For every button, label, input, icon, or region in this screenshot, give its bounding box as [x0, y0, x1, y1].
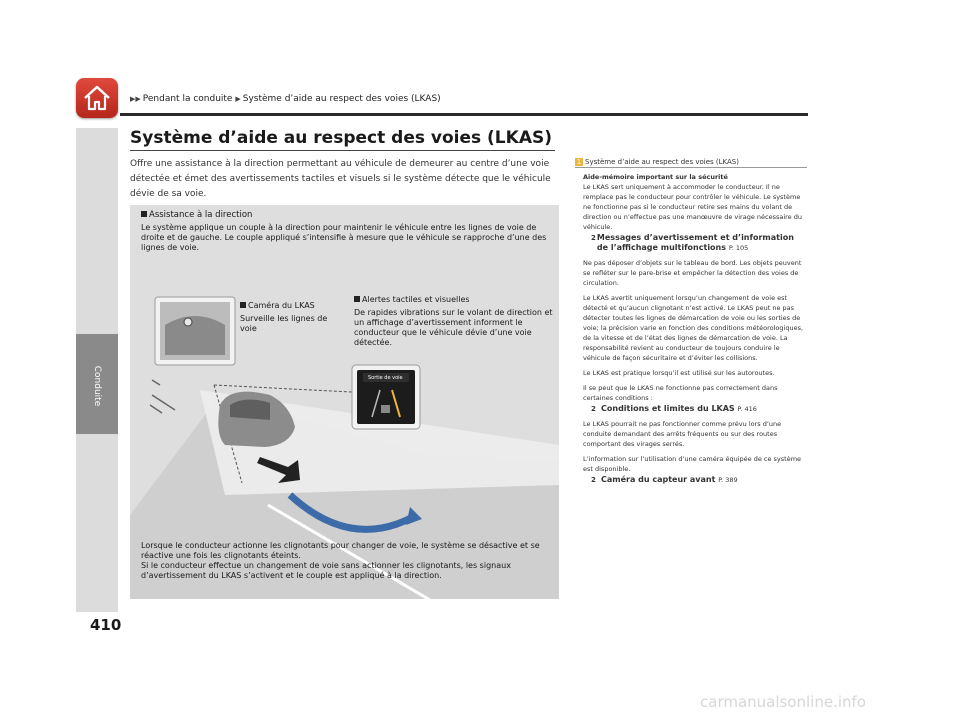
cross-reference-icon: 2 — [591, 234, 596, 242]
note-paragraph: Il se peut que le LKAS ne fonctionne pas correctement dans certaines conditions : — [583, 384, 778, 402]
cross-reference-icon: 2 — [591, 476, 596, 484]
cross-reference-icon: 2 — [591, 405, 596, 413]
alerts-callout: Alertes tactiles et visuelles De rapides vibrations sur le volant de direction et un affichage d’avertissement informent le conducteur que le véhicule dévie d’une voie détectée. — [354, 295, 553, 347]
note-paragraph: Le LKAS sert uniquement à accommoder le conducteur. Il ne remplace pas le conducteur pour contrôler le véhicule. Le système ne fonctionne pas si le conducteur retire ses mains du volant de direction ou n’effectue pas une manœuvre de virage nécessaire du véhicule. — [583, 183, 802, 231]
side-note-body — [583, 172, 805, 490]
breadcrumb-arrow-icon: ▶▶ — [130, 95, 141, 103]
assist-callout: Assistance à la direction Le système applique un couple à la direction pour maintenir le véhicule entre les lignes de voie de droite et de gauche. Le couple appliqué s’intensifie à mesure que le véhicule se rapproche d’une des lignes de voie. — [141, 210, 547, 252]
intro-paragraph: Offre une assistance à la direction permettant au véhicule de demeurer au centre d’une voie détectée et émet des avertissements tactiles et visuels si le système détecte que le véhicule dévie de sa voie. — [130, 159, 551, 199]
home-icon — [82, 83, 112, 113]
side-note-header: 1 Système d’aide au respect des voies (LKAS) — [575, 158, 807, 168]
note-number-icon: 1 — [576, 158, 582, 166]
xref-messages[interactable]: 2 Messages d’avertissement et d’information de l’affichage multifonctions P. 105 — [591, 233, 794, 252]
camera-callout: Caméra du LKAS Surveille les lignes de voie — [240, 301, 328, 333]
side-note — [575, 158, 807, 604]
note-paragraph: Le LKAS est pratique lorsqu’il est utilisé sur les autoroutes. — [583, 369, 775, 377]
breadcrumb-item-1[interactable]: Pendant la conduite — [142, 94, 233, 104]
header-rule — [120, 113, 808, 116]
lkas-illustration — [130, 205, 559, 599]
lkas-figure — [130, 205, 559, 599]
title-divider — [130, 150, 555, 151]
square-bullet-icon — [141, 211, 147, 217]
safety-title: Aide-mémoire important sur la sécurité — [583, 173, 728, 181]
page-number: 410 — [90, 616, 122, 634]
note-paragraph: Le LKAS pourrait ne pas fonctionner comme prévu lors d’une conduite demandant des arrêts fréquents ou sur des routes comportant des virages serrés. — [583, 420, 782, 448]
square-bullet-icon — [240, 302, 246, 308]
turn-signal-note: Lorsque le conducteur actionne les clignotants pour changer de voie, le système se désactive et se réactive une fois les clignotants éteints. Si le conducteur effectue un changement de voie sans actionner les clignotants, les signaux d’avertissement du LKAS s’activent et le couple est appliqué à la direction. — [141, 541, 540, 580]
square-bullet-icon — [354, 296, 360, 302]
breadcrumb-arrow-icon: ▶ — [235, 95, 241, 103]
note-paragraph: Le LKAS avertit uniquement lorsqu’un changement de voie est détecté et qu’aucun clignotant n’est activé. Le LKAS peut ne pas détecter toutes les lignes de démarcation de voie ou les sorties de voie; la précision varie en fonction des conditions météorologiques, de la vitesse et de l’état des lignes de démarcation de voie. La responsabilité revient au conducteur de toujours conduire le véhicule de façon sécuritaire et d’éviter les collisions. — [583, 294, 804, 362]
note-paragraph: Ne pas déposer d’objets sur le tableau de bord. Les objets peuvent se refléter sur le pare-brise et empêcher la détection des voies de circulation. — [583, 259, 802, 287]
breadcrumb-item-2[interactable]: Système d’aide au respect des voies (LKAS) — [242, 94, 441, 104]
breadcrumb — [130, 94, 441, 104]
display-label: Sortie de voie — [368, 375, 403, 381]
section-tab-label: Conduite — [92, 365, 102, 407]
xref-camera[interactable]: 2 Caméra du capteur avant P. 389 — [591, 475, 738, 484]
watermark: carmanualsonline.info — [700, 693, 866, 711]
note-paragraph: L’information sur l’utilisation d’une caméra équipée de ce système est disponible. — [583, 455, 802, 473]
xref-conditions[interactable]: 2 Conditions et limites du LKAS P. 416 — [591, 404, 757, 413]
home-button[interactable] — [76, 78, 118, 118]
page-title: Système d’aide au respect des voies (LKAS) — [130, 128, 552, 148]
